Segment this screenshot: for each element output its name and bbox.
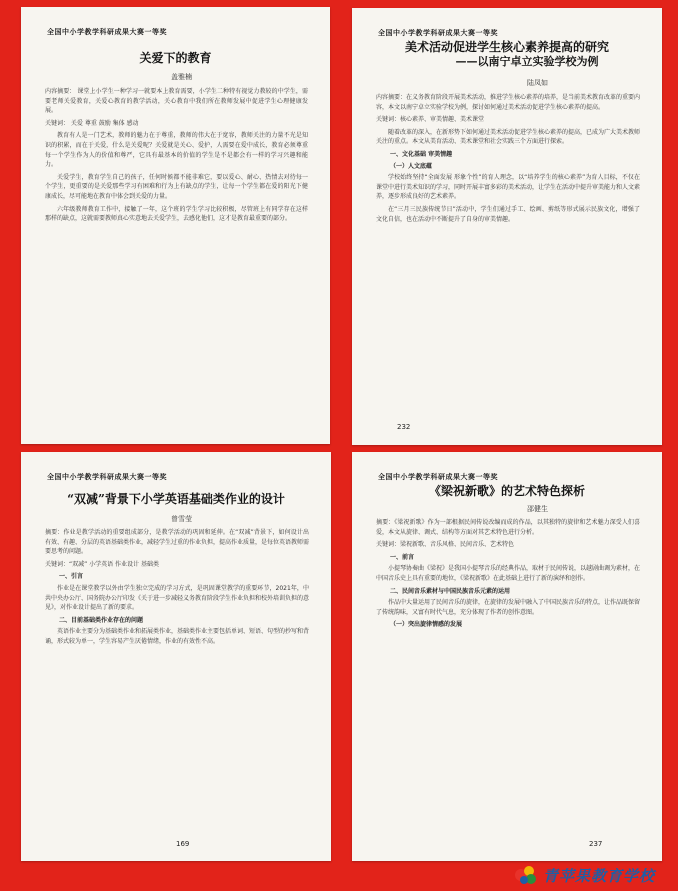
abstract: 摘要：作业是教学活动的重要组成部分，是教学活动的巩固和延伸。在“双减”背景下，如何设计出有效、有趣、分层的英语基础类作业，减轻学生过重的作业负担，提高作业质量，是每位英语教师需要思考的问题。 <box>45 529 310 556</box>
paragraph: 随着改革的深入，在新形势下如何通过美术活动促进学生核心素养的提高，已成为广大美术教师关注的重点。本文从美育活动、美术课堂和社会实践三个方面进行探索。 <box>376 128 641 146</box>
author-name: 盖雅楠 <box>171 73 192 81</box>
abstract: 内容摘要： 课堂上小学生一种学习一就要本上教育需要，小学生二种特有视觉力教较的中学生，需要老师关爱教育，关爱心教育的教学活动，关心教育中我们所在教师发展中促进学生心理健康发展。 <box>45 88 308 115</box>
paragraph: 学校始终坚持“全面发展 形象个性”的育人理念，以“培养学生的核心素养”为育人目标，不仅在课堂中进行美术知识的学习，同时开展丰富多彩的美术活动，让学生在活动中提升审美能力和人文素养，逐步形成良好的艺术素养。 <box>376 174 641 201</box>
paragraph: 英语作业主要分为基础类作业和拓展类作业，基础类作业主要包括单词、短语、句型的抄写和背诵，形式较为单一，学生容易产生厌倦情绪，作业的有效性不高。 <box>45 628 310 645</box>
paragraph: 六年级教师教育工作中，接触了一年，这个班的学生学习比较积极，尽管班上有同学存在这样那样的缺点，这就需要教师真心实意地去关爱学生，去感化他们，这才是教育最重要的部分。 <box>45 205 308 223</box>
page-guan-ai-education <box>21 7 330 444</box>
article-text <box>45 87 308 227</box>
section-heading: 一、前言 <box>390 553 415 561</box>
section-heading: 一、引言 <box>59 573 84 581</box>
article-text <box>376 518 640 632</box>
subsection-heading: （一）突出旋律情感的发展 <box>390 621 463 629</box>
page-double-reduction-english <box>21 452 331 861</box>
article-text <box>376 93 640 227</box>
section-heading: 二、民间音乐素材与中国民族音乐元素的运用 <box>390 587 511 595</box>
page-header: 全国中小学教学科研成果大赛一等奖 <box>47 473 167 481</box>
page-liangzhu-song-analysis <box>352 452 662 861</box>
page-header: 全国中小学教学科研成果大赛一等奖 <box>378 473 498 481</box>
page-header: 全国中小学教学科研成果大赛一等奖 <box>378 29 498 37</box>
keywords: 关键词：“双减” 小学英语 作业设计 基础类 <box>45 560 159 568</box>
page-title: “双减”背景下小学英语基础类作业的设计 <box>67 492 285 506</box>
page-subtitle: ——以南宁卓立实验学校为例 <box>455 55 599 68</box>
page-number: 169 <box>176 840 190 848</box>
keywords: 关键词：梁祝新歌、音乐风格、民间音乐、艺术特色 <box>376 541 515 549</box>
page-title: 关爱下的教育 <box>139 51 212 65</box>
page-art-activity-research <box>352 8 662 445</box>
page-title: 《梁祝新歌》的艺术特色探析 <box>428 484 585 498</box>
page-header: 全国中小学教学科研成果大赛一等奖 <box>47 28 167 36</box>
author-name: 曾雪莹 <box>171 515 192 523</box>
paragraph: 关爱学生，教育学生自己的孩子，任何时候都不能非难它，要以爱心、耐心、热情去对待每一个学生，更重要的是关爱那些学习有困难和行为上有缺点的学生，让每一个学生都在爱的阳光下健康成长，尽可能地在教育中体会到关爱的力量。 <box>45 173 308 200</box>
paragraph: 在“三月三民族传统节日”活动中，学生们通过手工、绘画、剪纸等形式展示民族文化，增强了文化自信，也在活动中不断提升了自身的审美情趣。 <box>376 205 640 223</box>
page-number: 232 <box>397 423 411 431</box>
paragraph: 教育有人是一门艺术，教师的魅力在于尊重，教师的伟大在于宽容，教师关注的力量不光是知识的积累，而在于关爱，什么是关爱呢？关爱就是关心、爱护，人需要在爱中成长，教育必须尊重每一个学生作为人的价值和尊严，它具有最基本的价值的学生是不是都会有一样的学习兴趣和能力。 <box>45 132 308 169</box>
article-text <box>45 528 309 650</box>
author-name: 邵健生 <box>527 505 548 513</box>
keywords: 关键词：核心素养、审美情趣、美术课堂 <box>376 116 485 124</box>
paragraph: 作品中大量运用了民间音乐的旋律，在旋律的发展中融入了中国民族音乐的特点，让作品既保留了传统韵味，又富有时代气息，充分体现了作者的创作意图。 <box>376 599 641 616</box>
school-logo-icon <box>513 863 539 885</box>
section-heading: 一、文化基础 审美情趣 <box>390 150 453 158</box>
abstract: 摘要：《梁祝新歌》作为一部根据民间传说改编而成的作品，以其独特的旋律和艺术魅力深受人们喜爱，本文从旋律、调式、结构等方面对其艺术特色进行分析。 <box>376 519 640 536</box>
page-number: 237 <box>589 840 603 848</box>
author-name: 陆凤如 <box>527 79 548 87</box>
abstract: 内容摘要：在义务教育阶段开展美术活动，推进学生核心素养的培养，是当前美术教育改革的重要内容，本文以南宁卓立实验学校为例，探讨如何通过美术活动促进学生核心素养的提高。 <box>376 94 641 111</box>
paragraph: 作业是在课堂教学以外由学生独立完成的学习方式，是巩固课堂教学的重要环节，2021年，中共中央办公厅、国务院办公厅印发《关于进一步减轻义务教育阶段学生作业负担和校外培训负担的意见》，对作业设计提出了新的要求。 <box>45 584 310 612</box>
page-title: 美术活动促进学生核心素养提高的研究 <box>404 40 609 54</box>
subsection-heading: （一）人文底蕴 <box>390 162 433 170</box>
watermark-text: 青苹果教育学校 <box>543 867 656 885</box>
watermark <box>513 862 673 886</box>
keywords: 关键词： 关爱 尊重 鼓励 集体 感动 <box>45 119 139 127</box>
section-heading: 二、目前基础类作业存在的问题 <box>59 616 144 624</box>
paragraph: 小提琴协奏曲《梁祝》是我国小提琴音乐的经典作品，取材于民间传说，以越剧曲调为素材，在中国音乐史上具有重要的地位，《梁祝新歌》在此基础上进行了新的演绎和创作。 <box>376 565 641 582</box>
